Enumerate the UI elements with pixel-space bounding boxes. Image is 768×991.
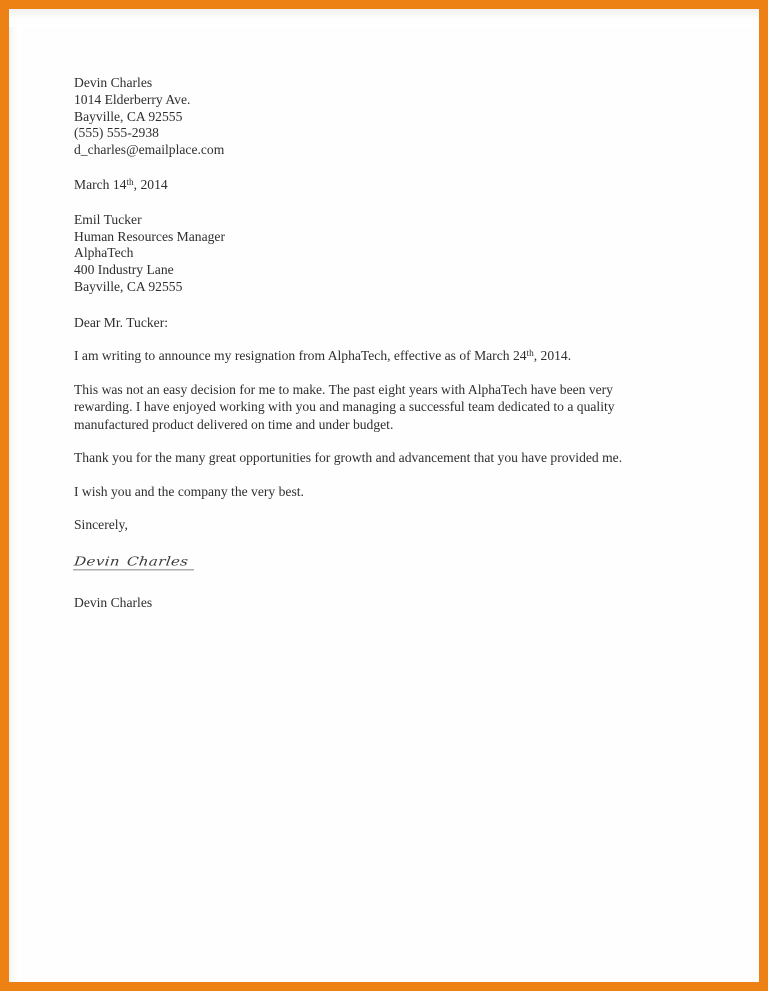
sender-city-state-zip: Bayville, CA 92555 bbox=[74, 108, 183, 124]
paragraph-1-text-after-ordinal: , 2014. bbox=[533, 348, 572, 364]
spacer-before-date bbox=[74, 159, 674, 177]
sender-address-block bbox=[74, 75, 674, 159]
signature-first-name: Devin bbox=[73, 553, 121, 569]
spacer-after-signature bbox=[74, 572, 674, 594]
body-paragraph-2: This was not an easy decision for me to make. The past eight years with AlphaTech have been very rewarding. I have enjoyed working with you and managing a successful team dedicated to a quality manufactured product delivered on time and under budget. bbox=[74, 381, 615, 432]
recipient-company: AlphaTech bbox=[74, 245, 134, 261]
signature-script bbox=[73, 554, 196, 569]
sender-phone: (555) 555-2938 bbox=[74, 125, 159, 141]
spacer-para-4 bbox=[74, 467, 674, 483]
body-paragraph-3: Thank you for the many great opportunities for growth and advancement that you have provided me. bbox=[74, 450, 623, 466]
printed-signer-name: Devin Charles bbox=[74, 594, 153, 610]
spacer-before-salutation bbox=[74, 296, 674, 314]
letter-content bbox=[74, 75, 674, 611]
letter-date bbox=[74, 177, 674, 194]
spacer-para-3 bbox=[74, 433, 674, 449]
sender-name: Devin Charles bbox=[74, 75, 153, 90]
date-year: , 2014 bbox=[133, 176, 168, 192]
spacer-before-signature bbox=[74, 534, 674, 553]
document-sheet bbox=[9, 9, 759, 982]
recipient-address-block bbox=[74, 212, 674, 296]
spacer-before-recipient bbox=[74, 194, 674, 212]
recipient-title: Human Resources Manager bbox=[74, 228, 225, 244]
paragraph-1-text-before-ordinal: I am writing to announce my resignation from AlphaTech, effective as of March 24 bbox=[74, 348, 527, 364]
paragraph-1-ordinal-suffix: th bbox=[526, 348, 534, 359]
spacer-para-2 bbox=[74, 365, 674, 381]
spacer-para-1 bbox=[74, 331, 674, 347]
salutation: Dear Mr. Tucker: bbox=[74, 314, 169, 330]
border-top bbox=[0, 0, 768, 9]
date-month-day: March 14 bbox=[74, 176, 127, 192]
border-right bbox=[759, 0, 768, 991]
recipient-street: 400 Industry Lane bbox=[74, 262, 174, 278]
body-paragraph-1 bbox=[74, 347, 674, 365]
spacer-before-valediction bbox=[74, 500, 674, 516]
sender-street: 1014 Elderberry Ave. bbox=[74, 91, 191, 107]
valediction: Sincerely, bbox=[74, 517, 128, 533]
border-bottom bbox=[0, 982, 768, 991]
signature-last-name: Charles bbox=[126, 553, 190, 569]
recipient-name: Emil Tucker bbox=[74, 211, 142, 227]
recipient-city-state-zip: Bayville, CA 92555 bbox=[74, 278, 183, 294]
border-left bbox=[0, 0, 9, 991]
handwritten-signature bbox=[74, 553, 674, 572]
sender-email: d_charles@emailplace.com bbox=[74, 142, 225, 158]
date-ordinal-suffix: th bbox=[126, 177, 134, 188]
body-paragraph-4: I wish you and the company the very best. bbox=[74, 483, 304, 499]
